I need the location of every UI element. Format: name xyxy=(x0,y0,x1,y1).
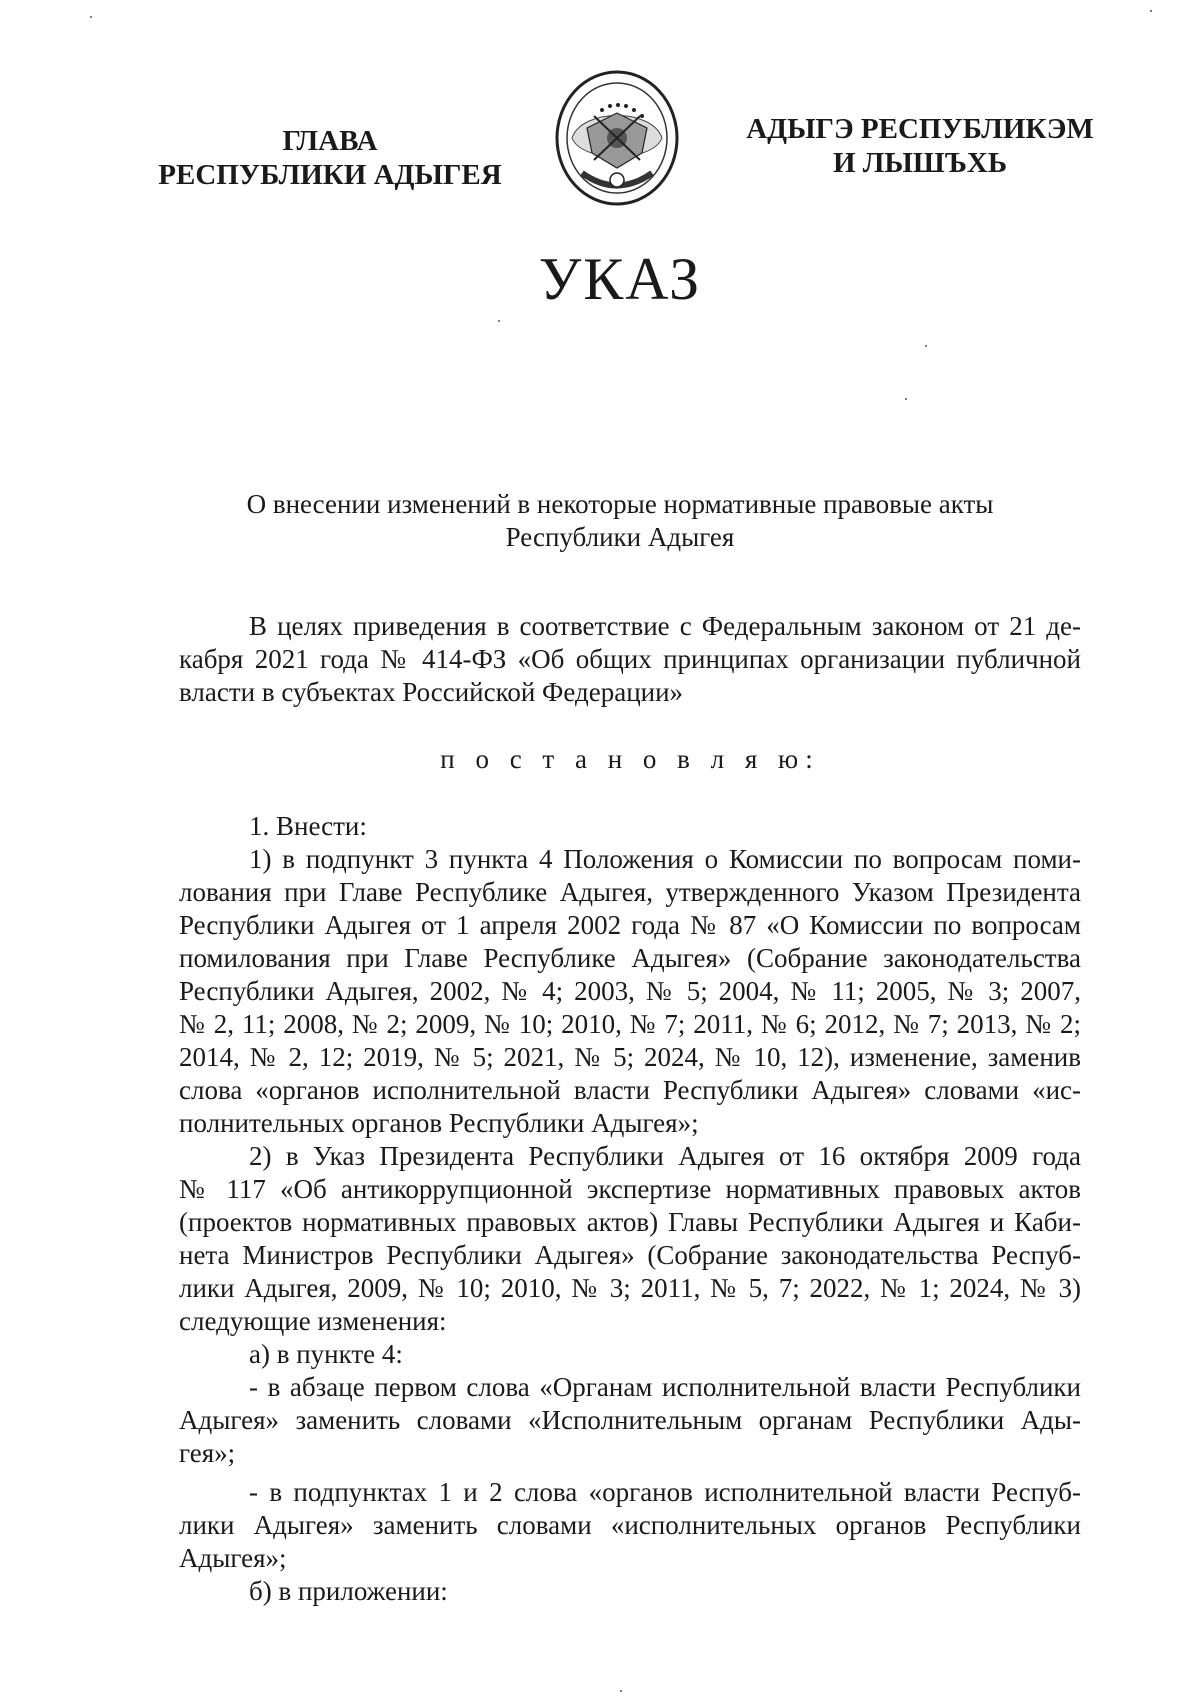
scan-speck xyxy=(90,16,92,18)
document-title: УКАЗ xyxy=(538,246,702,312)
text-line: б) в приложении: xyxy=(249,1576,448,1606)
scan-speck xyxy=(905,398,907,400)
header-right xyxy=(720,112,1120,180)
document-subject xyxy=(160,488,1080,554)
text-line: лики Адыгея» заменить словами «исполнительных органов Республики xyxy=(179,1510,1081,1540)
document-body xyxy=(179,610,1081,1608)
text-line: следующие изменения: xyxy=(179,1306,447,1336)
text-line: лования при Главе Республике Адыгея, утвержденного Указом Президента xyxy=(179,877,1081,907)
text-line: № 117 «Об антикоррупционной экспертизе нормативных правовых актов xyxy=(179,1174,1081,1204)
item-1 xyxy=(179,810,1081,843)
coat-of-arms-icon xyxy=(552,68,682,208)
header-left xyxy=(140,124,520,192)
text-line: Республики Адыгея, 2002, № 4; 2003, № 5; 2004, № 11; 2005, № 3; 2007, xyxy=(179,976,1081,1006)
text-line: 1) в подпункт 3 пункта 4 Положения о Комиссии по вопросам поми- xyxy=(249,844,1081,874)
text-line: полнительных органов Республики Адыгея»; xyxy=(179,1108,699,1138)
scan-speck xyxy=(1150,10,1152,12)
item-1-1 xyxy=(179,843,1081,1140)
text-line: № 2, 11; 2008, № 2; 2009, № 10; 2010, № 7; 2011, № 6; 2012, № 7; 2013, № 2; xyxy=(179,1009,1081,1039)
scan-speck xyxy=(925,345,927,347)
text-line: помилования при Главе Республике Адыгея» (Собрание законодательства xyxy=(179,943,1081,973)
header-right-line: АДЫГЭ РЕСПУБЛИКЭМ xyxy=(746,113,1094,145)
header-right-line: И ЛЫШЪХЬ xyxy=(832,147,1008,179)
item-1-2 xyxy=(179,1140,1081,1338)
text-line: (проектов нормативных правовых актов) Главы Республики Адыгея и Каби- xyxy=(179,1207,1081,1237)
header-left-line: ГЛАВА xyxy=(282,125,378,157)
text-line: кабря 2021 года № 414-ФЗ «Об общих принципах организации публичной xyxy=(179,644,1081,674)
text-line: В целях приведения в соответствие с Федеральным законом от 21 де- xyxy=(249,611,1081,641)
preamble-paragraph xyxy=(179,610,1081,709)
header-left-line: РЕСПУБЛИКИ АДЫГЕЯ xyxy=(158,159,502,191)
text-line: Адыгея» заменить словами «Исполнительным органам Республики Ады- xyxy=(179,1405,1081,1435)
text-line: 2014, № 2, 12; 2019, № 5; 2021, № 5; 2024, № 10, 12), изменение, заменив xyxy=(179,1042,1081,1072)
text-line: гея»; xyxy=(179,1438,236,1468)
text-line: нета Министров Республики Адыгея» (Собрание законодательства Респуб- xyxy=(179,1240,1081,1270)
text-line: слова «органов исполнительной власти Республики Адыгея» словами «ис- xyxy=(179,1075,1081,1105)
text-line: 2) в Указ Президента Республики Адыгея от 16 октября 2009 года xyxy=(249,1141,1081,1171)
text-line: Республики Адыгея от 1 апреля 2002 года № 87 «О Комиссии по вопросам xyxy=(179,910,1081,940)
text-line: а) в пункте 4: xyxy=(249,1339,403,1369)
text-line: Адыгея»; xyxy=(179,1543,287,1573)
text-line: лики Адыгея, 2009, № 10; 2010, № 3; 2011, № 5, 7; 2022, № 1; 2024, № 3) xyxy=(179,1273,1081,1303)
subject-line: О внесении изменений в некоторые нормативные правовые акты xyxy=(246,489,994,519)
dash-item xyxy=(179,1371,1081,1470)
subject-line: Республики Адыгея xyxy=(505,522,735,552)
text-line: власти в субъектах Российской Федерации» xyxy=(179,677,684,707)
text-line: 1. Внести: xyxy=(249,811,367,841)
sub-item-a xyxy=(179,1338,1081,1371)
decree-word: п о с т а н о в л я ю: xyxy=(440,744,820,774)
sub-item-b xyxy=(179,1575,1081,1608)
text-line: - в подпунктах 1 и 2 слова «органов исполнительной власти Респуб- xyxy=(249,1477,1081,1507)
text-line: - в абзаце первом слова «Органам исполнительной власти Республики xyxy=(249,1372,1081,1402)
scan-speck xyxy=(498,320,500,322)
dash-item xyxy=(179,1476,1081,1575)
scan-speck xyxy=(620,1690,622,1692)
